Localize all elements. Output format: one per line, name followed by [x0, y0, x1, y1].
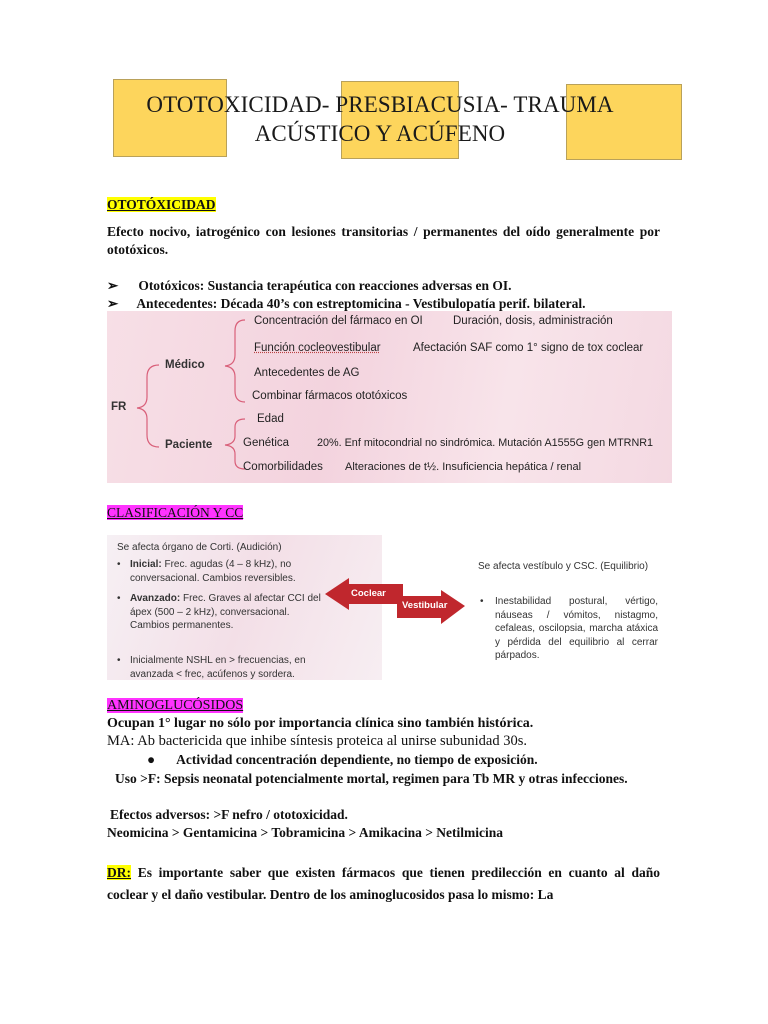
- page-title: [108, 90, 652, 148]
- definition-paragraph: Efecto nocivo, iatrogénico con lesiones transitorias / permanentes del oído generalmente por ototóxicos.: [107, 224, 660, 257]
- fr-item: Función cocleovestibular: [254, 342, 381, 354]
- fr-item: Combinar fármacos ototóxicos: [252, 390, 408, 402]
- section-heading-clasificacion: CLASIFICACIÓN Y CC: [107, 505, 244, 520]
- bullet-ototoxicos: ➢ Ototóxicos: Sustancia terapéutica con reacciones adversas en OI.: [107, 278, 512, 293]
- coclear-item: • Inicial: Frec. agudas (4 – 8 kHz), no conversacional. Cambios reversibles.: [117, 559, 296, 584]
- dr-note: [107, 862, 660, 906]
- coclear-item: • Inicialmente NSHL en > frecuencias, en avanzada < frec, acúfenos y sordera.: [117, 655, 306, 680]
- coclear-arrow-label: Coclear: [351, 588, 386, 599]
- vestibular-item: • Inestabilidad postural, vértigo, náuseas / vómitos, nistagmo, cefaleas, oscilopsia, marcha atáxica y pérdida del equilibrio al cerrar párpados.: [480, 596, 658, 661]
- amino-bullet: ● Actividad concentración dependiente, no tiempo de exposición.: [147, 752, 538, 767]
- fr-item-detail: 20%. Enf mitocondrial no sindrómica. Mutación A1555G gen MTRNR1: [317, 437, 654, 449]
- fr-item: Edad: [257, 413, 284, 425]
- fr-label: FR: [111, 401, 127, 413]
- fr-item-detail: Afectación SAF como 1° signo de tox coclear: [413, 342, 644, 354]
- coclear-item: • Avanzado: Frec. Graves al afectar CCI del ápex (500 – 2 kHz), conversacional. Cambios permanentes.: [117, 593, 321, 631]
- page-title-line1: OTOTOXICIDAD- PRESBIACUSIA- TRAUMA: [146, 92, 614, 117]
- arrow-bullet-icon: ➢: [107, 278, 119, 293]
- amino-line-1: Ocupan 1° lugar no sólo por importancia clínica sino también histórica.: [107, 716, 534, 731]
- fr-item: Comorbilidades: [243, 461, 323, 473]
- coclear-header: Se afecta órgano de Corti. (Audición): [117, 542, 282, 553]
- fr-item-detail: Alteraciones de t½. Insuficiencia hepática / renal: [345, 461, 582, 473]
- dr-label: DR:: [107, 865, 131, 880]
- bullet-antecedentes: ➢ Antecedentes: Década 40’s con estreptomicina - Vestibulopatía perif. bilateral.: [107, 296, 586, 311]
- fr-item-detail: Duración, dosis, administración: [453, 315, 613, 327]
- fr-item: Genética: [243, 437, 290, 449]
- section-heading-ototoxicidad: OTOTÓXICIDAD: [107, 197, 216, 212]
- paciente-label: Paciente: [165, 439, 213, 451]
- fr-item: Antecedentes de AG: [254, 367, 360, 379]
- fr-item: Concentración del fármaco en OI: [254, 315, 423, 327]
- dr-text: Es importante saber que existen fármacos que tienen predilección en cuanto al daño coclear y el daño vestibular. Dentro de los aminoglucosidos pasa lo mismo: La: [107, 865, 660, 902]
- amino-ranking: Neomicina > Gentamicina > Tobramicina > Amikacina > Netilmicina: [107, 825, 504, 840]
- dot-bullet-icon: ●: [147, 752, 156, 767]
- risk-factors-diagram: [107, 311, 672, 483]
- vestibular-header: Se afecta vestíbulo y CSC. (Equilibrio): [478, 561, 649, 572]
- vestibular-arrow-label: Vestibular: [402, 600, 448, 611]
- amino-uso: Uso >F: Sepsis neonatal potencialmente mortal, regimen para Tb MR y otras infecciones.: [115, 771, 628, 786]
- amino-line-2: MA: Ab bactericida que inhibe síntesis proteica al unirse subunidad 30s.: [107, 733, 528, 749]
- amino-efectos: Efectos adversos: >F nefro / ototoxicidad.: [110, 807, 348, 822]
- medico-label: Médico: [165, 359, 205, 371]
- arrow-bullet-icon: ➢: [107, 296, 119, 311]
- page-title-line2: ACÚSTICO Y ACÚFENO: [254, 121, 506, 146]
- section-heading-aminoglucosidos: AMINOGLUCÓSIDOS: [107, 698, 244, 713]
